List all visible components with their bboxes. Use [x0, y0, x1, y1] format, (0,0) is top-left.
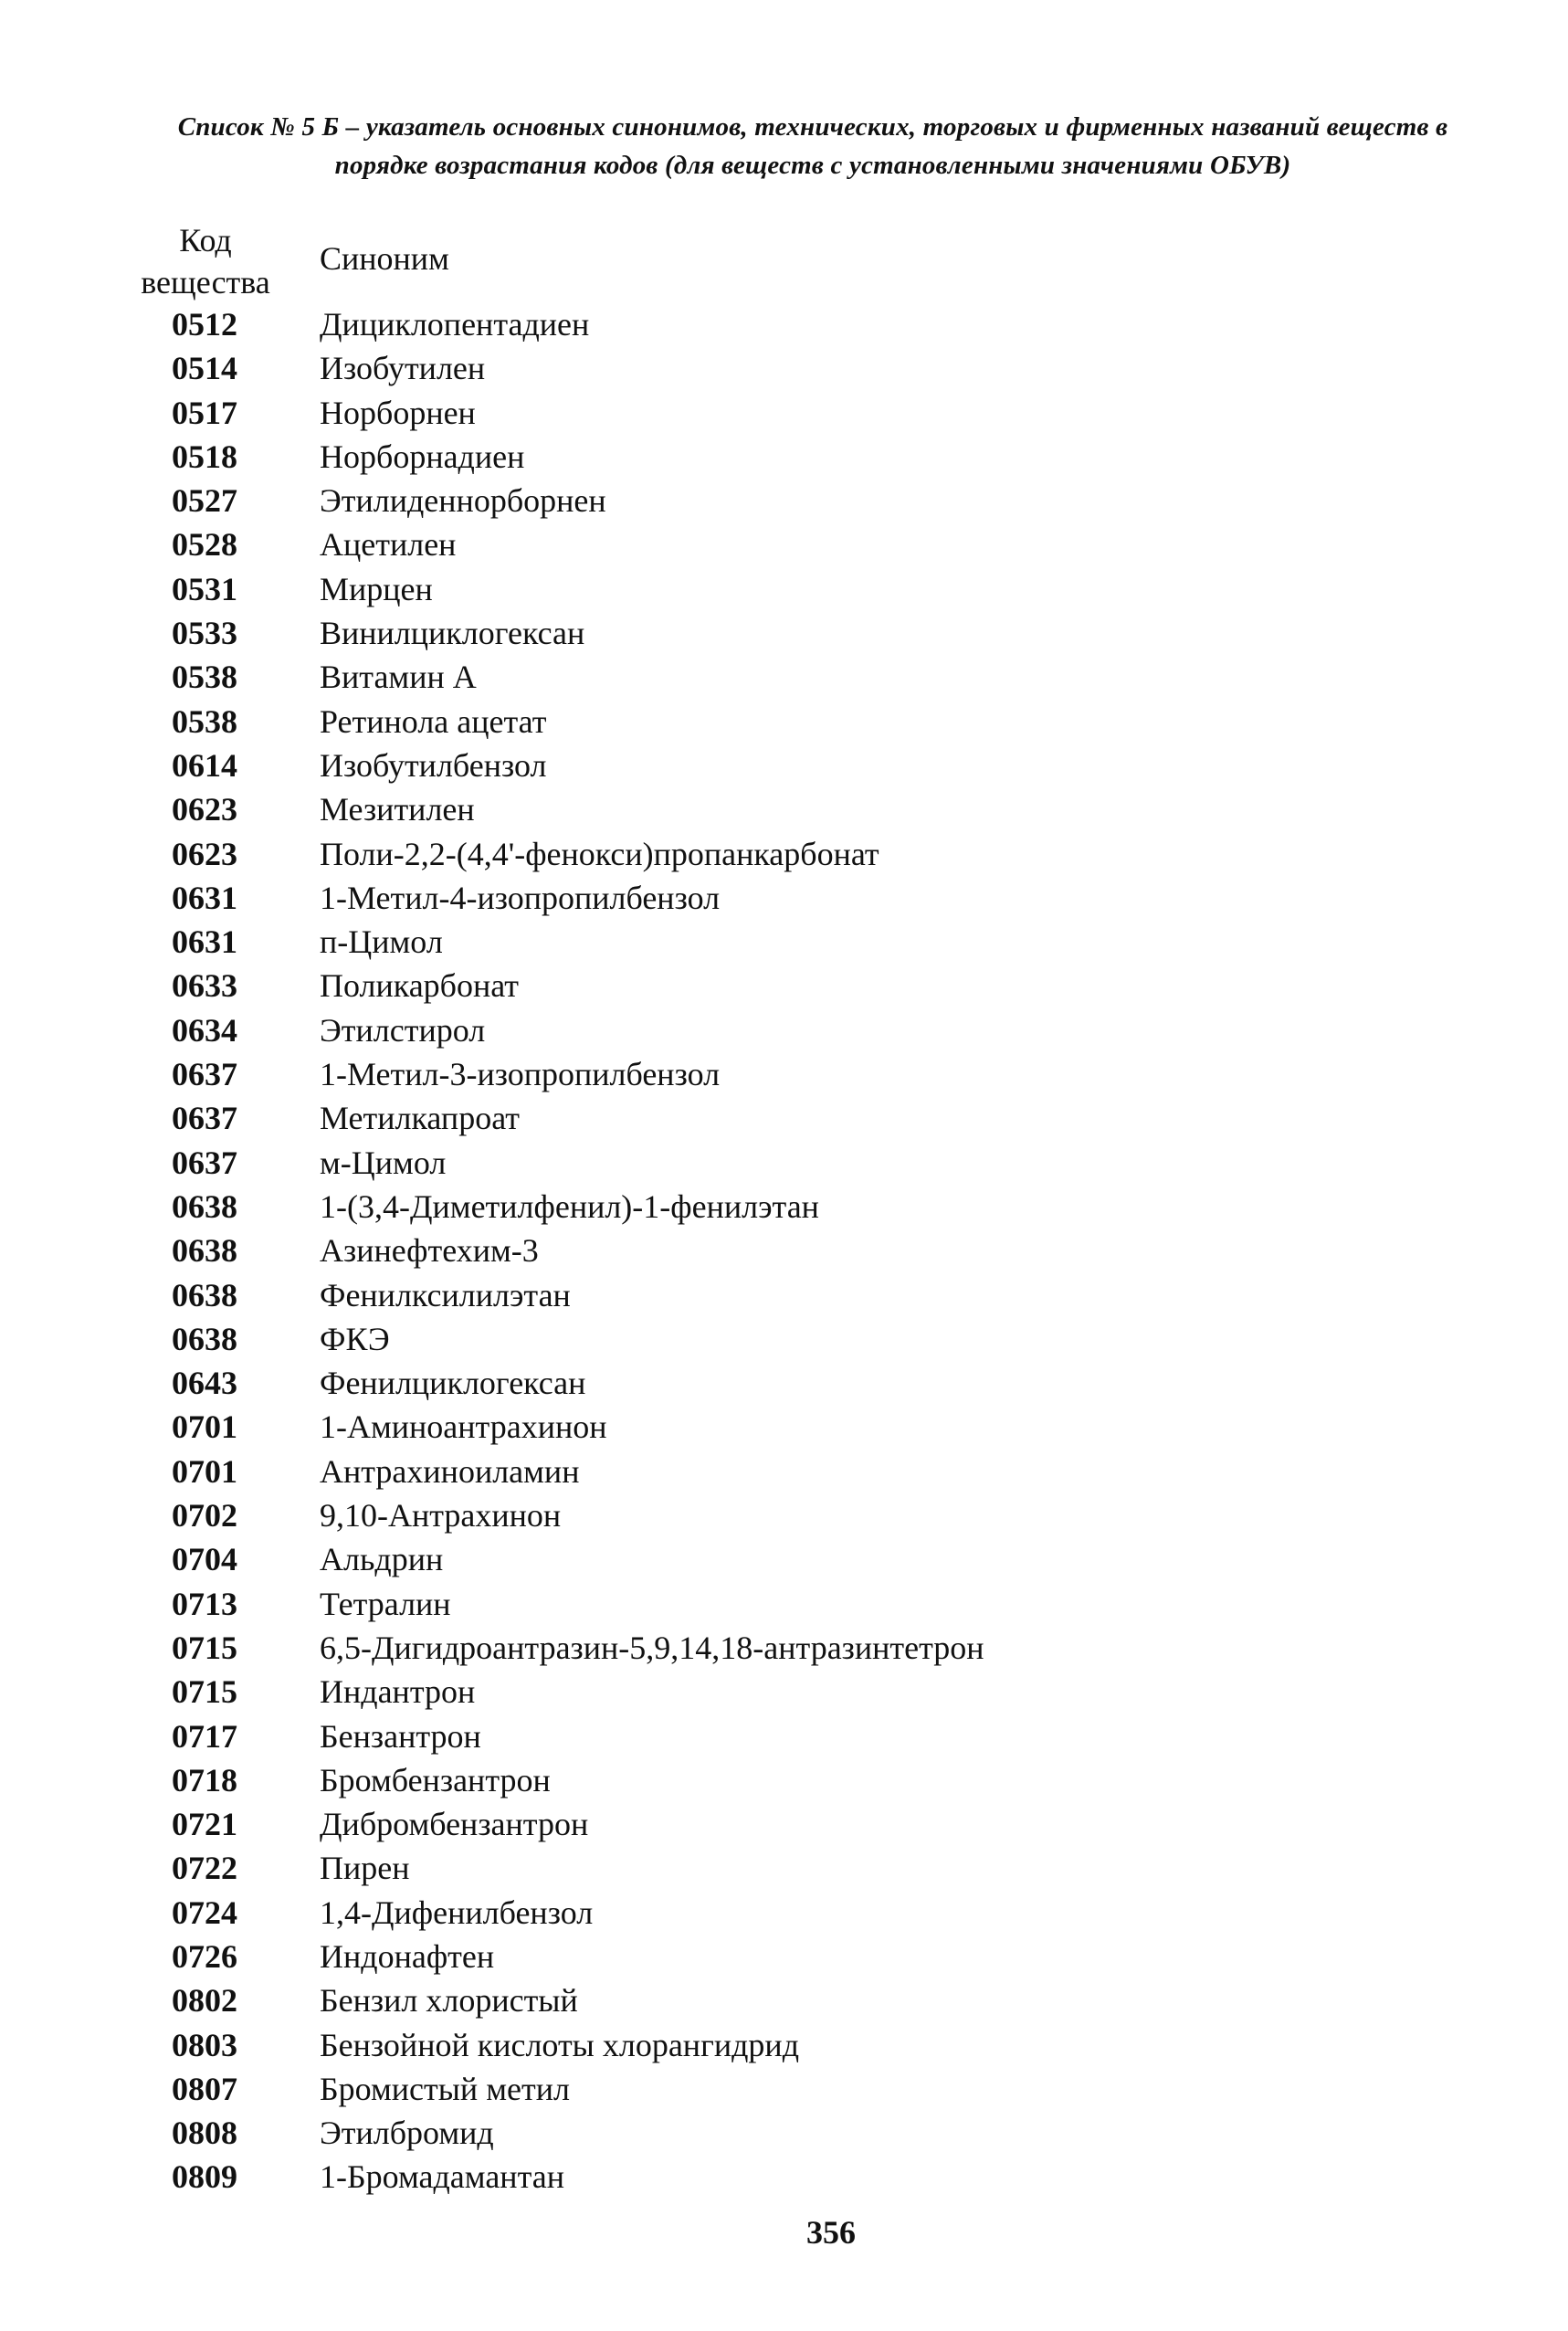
substance-code: 0701: [172, 1408, 237, 1446]
substance-code: 0527: [172, 482, 237, 520]
column-header-synonym: Синоним: [320, 240, 449, 277]
substance-code: 0704: [172, 1541, 237, 1578]
substance-code: 0633: [172, 967, 237, 1005]
substance-code: 0514: [172, 350, 237, 387]
substance-code: 0809: [172, 2158, 237, 2196]
table-row: [0, 1096, 1568, 1140]
substance-synonym: Винилциклогексан: [320, 615, 585, 652]
substance-code: 0808: [172, 2115, 237, 2152]
table-row: [0, 611, 1568, 655]
list-title: [119, 108, 1507, 185]
table-row: [0, 1273, 1568, 1317]
table-row: [0, 2023, 1568, 2067]
substance-code: 0726: [172, 1937, 237, 1975]
substance-synonym: Индантрон: [320, 1673, 476, 1711]
substance-code: 0722: [172, 1850, 237, 1887]
table-row: [0, 1052, 1568, 1096]
table-row: [0, 1670, 1568, 1714]
substance-code: 0702: [172, 1497, 237, 1535]
substance-synonym: м-Цимол: [320, 1144, 447, 1181]
table-row: [0, 1802, 1568, 1846]
substance-synonym: Метилкапроат: [320, 1100, 520, 1137]
substance-synonym: Азинефтехим-3: [320, 1232, 539, 1270]
substance-code: 0528: [172, 526, 237, 564]
substance-code: 0638: [172, 1187, 237, 1225]
table-row: [0, 2111, 1568, 2155]
table-row: [0, 920, 1568, 964]
substance-code: 0802: [172, 1982, 237, 2020]
table-row: [0, 567, 1568, 611]
table-row: [0, 1185, 1568, 1229]
table-row: [0, 435, 1568, 479]
substance-synonym: Индонафтен: [320, 1937, 495, 1975]
substance-synonym: Бензойной кислоты хлорангидрид: [320, 2026, 800, 2063]
substance-synonym: 1,4-Дифенилбензол: [320, 1893, 594, 1931]
table-row: [0, 876, 1568, 920]
table-row: [0, 787, 1568, 831]
table-row: [0, 1141, 1568, 1185]
substance-code: 0718: [172, 1761, 237, 1798]
table-row: [0, 1846, 1568, 1890]
table-row: [0, 1758, 1568, 1802]
substance-code: 0638: [172, 1232, 237, 1270]
substance-code: 0807: [172, 2070, 237, 2107]
substance-code: 0715: [172, 1673, 237, 1711]
table-row: [0, 1626, 1568, 1670]
substance-synonym: Этилстирол: [320, 1011, 486, 1049]
substance-code: 0637: [172, 1100, 237, 1137]
column-header-code-line-1: Код: [179, 222, 232, 258]
substance-code: 0538: [172, 702, 237, 740]
table-row: [0, 2067, 1568, 2111]
substance-code: 0721: [172, 1806, 237, 1843]
substance-code: 0638: [172, 1320, 237, 1357]
table-row: [0, 1405, 1568, 1449]
substance-code: 0701: [172, 1452, 237, 1490]
table-row: [0, 1582, 1568, 1626]
substance-synonym: Изобутилбензол: [320, 746, 547, 784]
table-row: [0, 346, 1568, 390]
substance-synonym: Этилиденнорборнен: [320, 482, 606, 520]
list-title-line-2: порядке возрастания кодов (для веществ с установленными значениями ОБУВ): [334, 151, 1291, 180]
table-row: [0, 479, 1568, 522]
substance-synonym: Бромбензантрон: [320, 1761, 551, 1798]
table-row: [0, 1493, 1568, 1537]
synonym-table-body: [0, 302, 1568, 2199]
column-header-code-line-2: вещества: [141, 264, 270, 301]
substance-synonym: Бензил хлористый: [320, 1982, 578, 2020]
substance-code: 0643: [172, 1365, 237, 1402]
substance-code: 0631: [172, 879, 237, 916]
substance-synonym: Ацетилен: [320, 526, 457, 564]
substance-synonym: п-Цимол: [320, 923, 443, 961]
table-row: [0, 964, 1568, 1007]
substance-synonym: Мезитилен: [320, 791, 475, 828]
table-row: [0, 1537, 1568, 1581]
substance-code: 0715: [172, 1629, 237, 1666]
substance-synonym: 9,10-Антрахинон: [320, 1497, 562, 1535]
substance-code: 0713: [172, 1585, 237, 1622]
substance-code: 0634: [172, 1011, 237, 1049]
table-row: [0, 391, 1568, 435]
substance-code: 0517: [172, 394, 237, 431]
list-title-line-1: Список № 5 Б – указатель основных синонимов, технических, торговых и фирменных названий веществ в: [177, 112, 1448, 142]
substance-code: 0518: [172, 438, 237, 475]
substance-synonym: Поликарбонат: [320, 967, 520, 1005]
substance-synonym: Витамин А: [320, 659, 477, 696]
table-row: [0, 1450, 1568, 1493]
substance-synonym: Дибромбензантрон: [320, 1806, 589, 1843]
table-row: [0, 302, 1568, 346]
substance-synonym: Тетралин: [320, 1585, 451, 1622]
substance-synonym: Бензантрон: [320, 1717, 481, 1755]
page-number: 356: [806, 2214, 856, 2251]
substance-code: 0531: [172, 570, 237, 607]
substance-code: 0631: [172, 923, 237, 961]
substance-synonym: 1-Метил-4-изопропилбензол: [320, 879, 721, 916]
substance-synonym: Поли-2,2-(4,4'-фенокси)пропанкарбонат: [320, 835, 879, 872]
substance-code: 0637: [172, 1056, 237, 1093]
substance-synonym: Норборнен: [320, 394, 476, 431]
substance-synonym: Пирен: [320, 1850, 410, 1887]
substance-synonym: Ретинола ацетат: [320, 702, 547, 740]
substance-code: 0638: [172, 1276, 237, 1313]
table-row: [0, 700, 1568, 744]
substance-synonym: Норборнадиен: [320, 438, 525, 475]
substance-synonym: Альдрин: [320, 1541, 444, 1578]
substance-code: 0724: [172, 1893, 237, 1931]
substance-code: 0623: [172, 791, 237, 828]
substance-synonym: ФКЭ: [320, 1320, 390, 1357]
table-row: [0, 1008, 1568, 1052]
substance-synonym: 1-(3,4-Диметилфенил)-1-фенилэтан: [320, 1187, 819, 1225]
table-row: [0, 2155, 1568, 2199]
substance-code: 0614: [172, 746, 237, 784]
substance-synonym: Фенилксилилэтан: [320, 1276, 571, 1313]
substance-synonym: Дициклопентадиен: [320, 306, 590, 343]
table-row: [0, 1891, 1568, 1935]
substance-code: 0717: [172, 1717, 237, 1755]
substance-code: 0533: [172, 615, 237, 652]
table-row: [0, 1714, 1568, 1758]
substance-synonym: Мирцен: [320, 570, 433, 607]
substance-synonym: 6,5-Дигидроантразин-5,9,14,18-антразинтетрон: [320, 1629, 984, 1666]
substance-code: 0538: [172, 659, 237, 696]
substance-synonym: Антрахиноиламин: [320, 1452, 580, 1490]
table-row: [0, 744, 1568, 787]
substance-code: 0512: [172, 306, 237, 343]
table-row: [0, 832, 1568, 876]
substance-code: 0803: [172, 2026, 237, 2063]
substance-code: 0623: [172, 835, 237, 872]
substance-synonym: 1-Бромадамантан: [320, 2158, 564, 2196]
table-row: [0, 1229, 1568, 1272]
table-row: [0, 522, 1568, 566]
substance-synonym: Фенилциклогексан: [320, 1365, 586, 1402]
table-row: [0, 1361, 1568, 1405]
substance-code: 0637: [172, 1144, 237, 1181]
table-row: [0, 1317, 1568, 1361]
substance-synonym: 1-Метил-3-изопропилбензол: [320, 1056, 721, 1093]
column-header-code: [128, 219, 283, 303]
substance-synonym: 1-Аминоантрахинон: [320, 1408, 607, 1446]
substance-synonym: Этилбромид: [320, 2115, 494, 2152]
substance-synonym: Бромистый метил: [320, 2070, 570, 2107]
substance-synonym: Изобутилен: [320, 350, 486, 387]
table-row: [0, 1935, 1568, 1978]
table-row: [0, 655, 1568, 699]
table-row: [0, 1978, 1568, 2022]
